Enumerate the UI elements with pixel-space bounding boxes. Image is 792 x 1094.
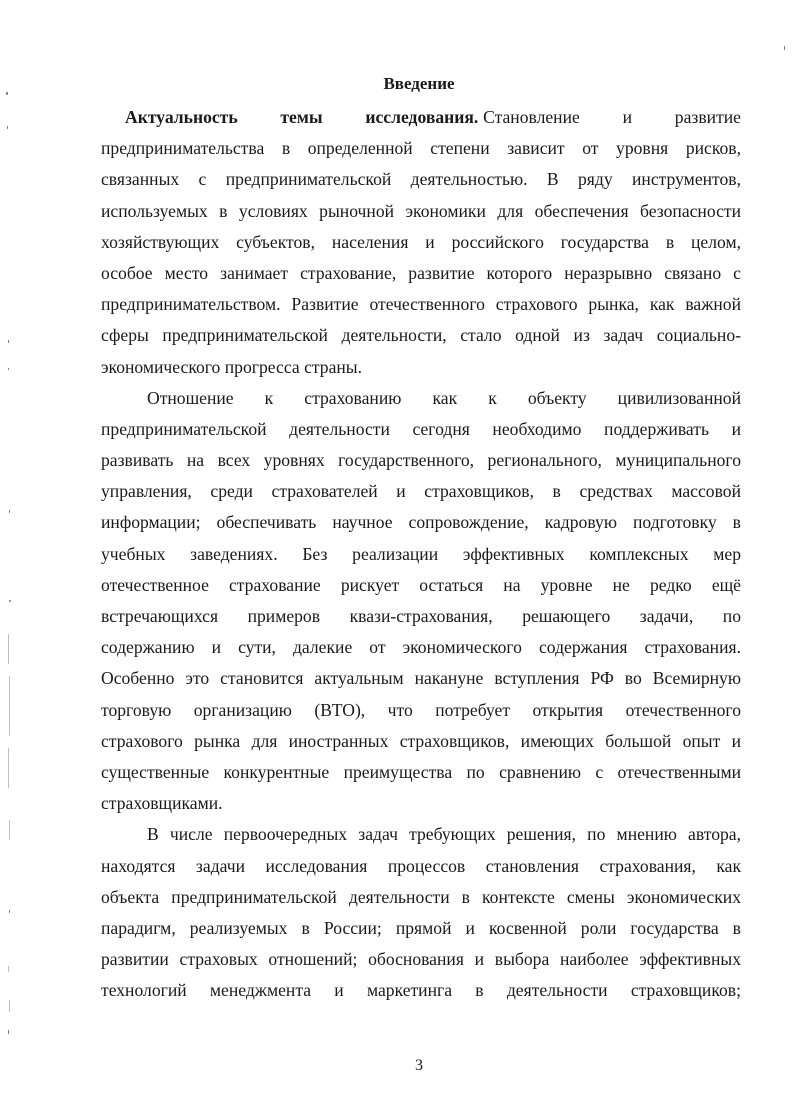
text-line: предпринимательства в определенной степени зависит от уровня рисков, [101, 138, 741, 159]
text-line: торговую организацию (ВТО), что потребует открытия отечественного [101, 699, 741, 720]
body-text [101, 102, 741, 1006]
scan-artifact [8, 1030, 9, 1034]
text-line: содержанию и сути, далекие от экономического содержания страхования. [101, 637, 741, 658]
scan-artifact [6, 92, 8, 95]
text-line: парадигм, реализуемых в России; прямой и косвенной роли государства в [101, 917, 741, 938]
text-line: технологий менеджмента и маркетинга в деятельности страховщиков; [101, 980, 741, 1001]
scan-artifact [8, 340, 9, 343]
scan-artifact [8, 368, 9, 370]
text-line: предпринимательством. Развитие отечественного страхового рынка, как важной [101, 294, 741, 315]
text-line: используемых в условиях рыночной экономики для обеспечения безопасности [101, 200, 741, 221]
text-line: информации; обеспечивать научное сопровождение, кадровую подготовку в [101, 512, 741, 533]
scan-artifact [784, 46, 785, 50]
text-line: связанных с предпринимательской деятельностью. В ряду инструментов, [101, 169, 741, 190]
text-line: развитии страховых отношений; обоснования и выбора наиболее эффективных [101, 949, 741, 970]
scan-artifact [8, 748, 9, 788]
text-line: сферы предпринимательской деятельности, стало одной из задач социально- [101, 325, 741, 346]
text-line: существенные конкурентные преимущества по сравнению с отечественными [101, 761, 741, 782]
paragraph-3 [101, 819, 741, 1006]
scan-artifact [9, 820, 10, 840]
text-line: хозяйствующих субъектов, населения и российского государства в целом, [101, 231, 741, 252]
scan-artifact [9, 910, 10, 913]
scan-artifact [9, 600, 11, 602]
scan-artifact [9, 1000, 10, 1012]
line-text: Становление и развитие [483, 107, 741, 127]
text-line: развивать на всех уровнях государственного, регионального, муниципального [101, 450, 741, 471]
text-line: объекта предпринимательской деятельности в контексте смены экономических [101, 886, 741, 907]
scan-artifact [7, 126, 8, 129]
text-line: находятся задачи исследования процессов становления страхования, как [101, 855, 741, 876]
text-line: Особенно это становится актуальным накануне вступления РФ во Всемирную [101, 668, 741, 689]
scan-artifact [9, 676, 10, 736]
scan-artifact [9, 510, 10, 513]
scan-artifact [8, 634, 9, 664]
text-line: страхового рынка для иностранных страховщиков, имеющих большой опыт и [101, 730, 741, 751]
page-number: 3 [415, 1057, 423, 1074]
text-line: экономического прогресса страны. [101, 356, 363, 377]
text-line: управления, среди страхователей и страховщиков, в средствах массовой [101, 481, 741, 502]
text-line: отечественное страхование рискует остаться на уровне не редко ещё [101, 574, 741, 595]
paragraph-2 [101, 383, 741, 820]
text-line [101, 102, 741, 133]
text-line: учебных заведениях. Без реализации эффективных комплексных мер [101, 543, 741, 564]
paragraph-1 [101, 102, 741, 383]
text-line: предпринимательской деятельности сегодня необходимо поддерживать и [101, 418, 741, 439]
text-line: В числе первоочередных задач требующих решения, по мнению автора, [147, 824, 741, 845]
text-line: особое место занимает страхование, развитие которого неразрывно связано с [101, 262, 741, 283]
scan-artifact [8, 966, 9, 972]
section-heading: Введение [383, 74, 455, 93]
lead-phrase: Актуальность темы исследования. [125, 107, 479, 127]
text-line: встречающихся примеров квази-страхования, решающего задачи, по [101, 606, 741, 626]
text-line: Отношение к страхованию как к объекту цивилизованной [147, 387, 741, 408]
text-line: страховщиками. [101, 793, 223, 814]
